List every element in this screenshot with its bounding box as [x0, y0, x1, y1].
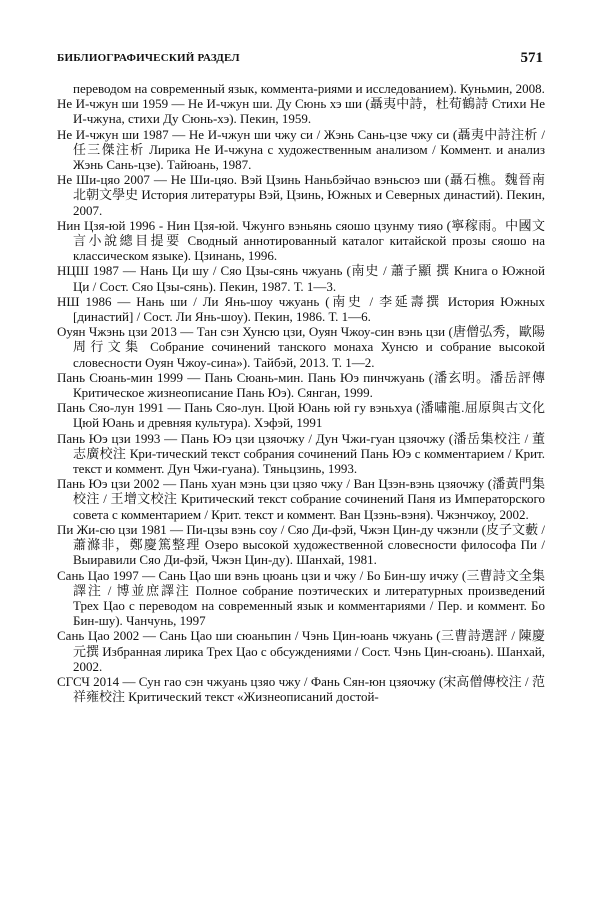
page-number: 571	[520, 50, 543, 66]
running-header	[57, 50, 543, 70]
bibliography-entry: Сань Цао 2002 — Сань Цао ши сюаньпин / Чэнь Цин-юань чжуань (三曹詩選評 / 陳慶元撰 Избранная лирика Трех Цао с обсуждениями / Сост. Чэнь Цин-сюань). Шанхай, 2002.	[57, 628, 545, 674]
bibliography-entry: СГСЧ 2014 — Сун гао сэн чжуань цзяо чжу / Фань Сян-юн цзяочжу (宋高僧傳校注 / 范祥雍校注 Критический текст «Жизнеописаний достой-	[57, 673, 545, 705]
bibliography-entry: Пань Сюань-мин 1999 — Пань Сюань-мин. Пань Юэ пинчжуань (潘玄明。潘岳評傳 Критическое жизнеописание Пань Юэ). Сянган, 1999.	[57, 369, 545, 401]
bibliography-entry: НЦШ 1987 — Нань Ци шу / Сяо Цзы-сянь чжуань (南史 / 蕭子顯 撰 Книга о Южной Ци / Сост. Сяо Цзы-сянь). Пекин, 1987. Т. 1—3.	[57, 263, 545, 294]
bibliography-entry: Не Ши-цяо 2007 — Не Ши-цяо. Вэй Цзинь Наньбэйчао вэньсюэ ши (聶石樵。魏晉南北朝文學史 История литературы Вэй, Цзинь, Южных и Северных династий). Пекин, 2007.	[57, 172, 545, 218]
bibliography-entry: Сань Цао 1997 — Сань Цао ши вэнь цюань цзи и чжу / Бо Бин-шу ичжу (三曹詩文全集譯注 / 博並庶譯注 Полное собрание поэтических и литературных произведений Трех Цао с переводом на современный язык и комментариями / Пер. и коммент. Бо Бин-шу). Чанчунь, 1997	[57, 567, 545, 629]
bibliography-entry: Пань Сяо-лун 1991 — Пань Сяо-лун. Цюй Юань юй гу вэньхуа (潘嘯龍.屈原與古文化 Цюй Юань и древняя культура). Хэфэй, 1991	[57, 400, 545, 431]
bibliography-entry: Нин Цзя-юй 1996 - Нин Цзя-юй. Чжунго вэньянь сяошо цзунму тияо (寧稼雨。中國文言小說總目提要 Сводный аннотированный каталог китайской прозы сяошо на классическом языке). Цзинань, 1996.	[57, 217, 545, 264]
bibliography-entry: переводом на современный язык, коммента-риями и исследованием). Куньмин, 2008.	[73, 81, 545, 96]
bibliography-entry: Пань Юэ цзи 2002 — Пань хуан мэнь цзи цзяо чжу / Ван Цзэн-вэнь цзяочжу (潘黃門集校注 / 王增文校注 Критический текст собрание сочинений Паня из Императорского совета с комментарием / Крит. текст и коммент. Ван Цзэнь-вэня). Чжэнчжоу, 2002.	[57, 476, 545, 522]
bibliography-entry: Оуян Чжэнь цзи 2013 — Тан сэн Хунсю цзи, Оуян Чжоу-син вэнь цзи (唐僧弘秀，歐陽周行文集 Собрание сочинений танского монаха Хунсю и собрание высокой словесности Оуян Чжоу-сина»). Тайбэй, 2013. Т. 1—2.	[57, 324, 545, 370]
bibliography-entry: Не И-чжун ши 1987 — Не И-чжун ши чжу си / Жэнь Сань-цзе чжу си (聶夷中詩注析 / 任三傑注析 Лирика Не И-чжуна с художественным анализом / Коммент. и анализ Жэнь Сань-цзе). Тайюань, 1987.	[57, 126, 545, 173]
bibliography-entry: Пань Юэ цзи 1993 — Пань Юэ цзи цзяочжу / Дун Чжи-гуан цзяочжу (潘岳集校注 / 董志廣校注 Кри-тический текст собрания сочинений Пань Юэ с комментарием / Крит. текст и коммент. Дун Чжи-гуана). Тяньцзинь, 1993.	[57, 430, 545, 477]
section-title: БИБЛИОГРАФИЧЕСКИЙ РАЗДЕЛ	[57, 52, 240, 64]
bibliography-entry: НШ 1986 — Нань ши / Ли Янь-шоу чжуань (南史 / 李延壽撰 История Южных [династий] / Сост. Ли Янь-шоу). Пекин, 1986. Т. 1—6.	[57, 293, 545, 325]
bibliography-entry: Пи Жи-сю цзи 1981 — Пи-цзы вэнь соу / Сяо Ди-фэй, Чжэн Цин-ду чжэнли (皮子文藪 / 蕭滌非，鄭慶篤整理 Озеро высокой художественной словесности философа Пи / Выиравили Сяо Ди-фэй, Чжэн Цин-ду). Шанхай, 1981.	[57, 521, 545, 568]
bibliography-entry: Не И-чжун ши 1959 — Не И-чжун ши. Ду Сюнь хэ ши (聶夷中詩，杜荀鶴詩 Стихи Не И-чжуна, стихи Ду Сюнь-хэ). Пекин, 1959.	[57, 96, 545, 127]
bibliography-list	[57, 81, 545, 704]
